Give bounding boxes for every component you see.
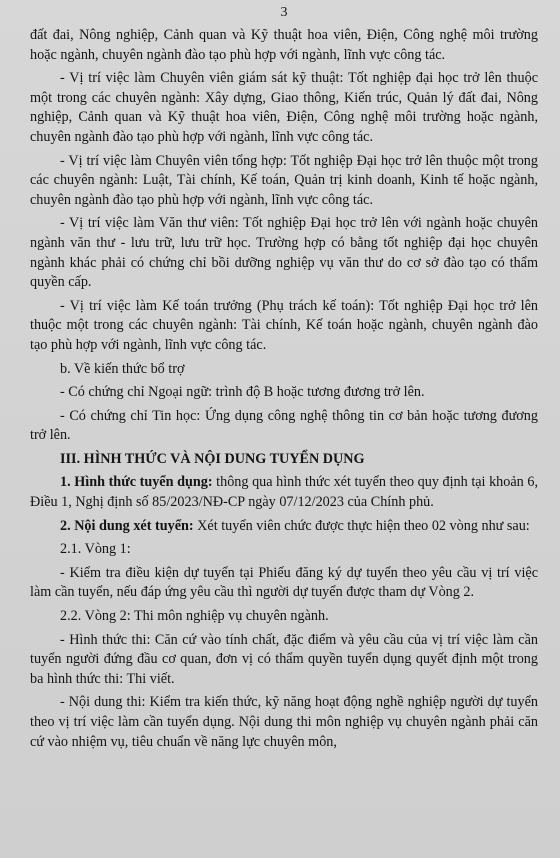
paragraph-text: - Vị trí việc làm Chuyên viên giám sát kỹ thuật: Tốt nghiệp đại học trở lên thuộc một trong các chuyên ngành: Xây dựng, Giao thông, Kiến trúc, Quản lý đất đai, Nông nghiệp, Cảnh quan và Kỹ thuật hoa viên, Điện, Công nghệ môi trường hoặc ngành, chuyên ngành đào tạo phù hợp với ngành, lĩnh vực công tác. [30, 70, 538, 145]
paragraph-it-certificate [30, 407, 538, 446]
paragraph-text: đất đai, Nông nghiệp, Cảnh quan và Kỹ thuật hoa viên, Điện, Công nghệ môi trường hoặc ngành, chuyên ngành đào tạo phù hợp với ngành, lĩnh vực công tác. [30, 27, 538, 63]
paragraph-continuation [30, 26, 538, 65]
paragraph-round-2-title [30, 607, 538, 627]
paragraph-supplementary-knowledge [30, 360, 538, 380]
paragraph-text: Xét tuyển viên chức được thực hiện theo 02 vòng như sau: [193, 517, 530, 534]
paragraph-recruitment-form [30, 473, 538, 512]
paragraph-text: - Vị trí việc làm Kế toán trưởng (Phụ trách kế toán): Tốt nghiệp Đại học trở lên thuộc một trong các chuyên ngành: Tài chính, Kế toán hoặc ngành, chuyên ngành đào tạo phù hợp với ngành, lĩnh vực công tác. [30, 297, 538, 353]
paragraph-text: thông qua hình thức xét tuyển theo quy định tại khoản 6, Điều 1, Nghị định số 85/2023/NĐ-CP ngày 07/12/2023 của Chính phủ. [30, 474, 538, 511]
paragraph-lead: 1. Hình thức tuyển dụng: [60, 474, 213, 491]
paragraph-recruitment-content [30, 517, 538, 537]
paragraph-clerk [30, 214, 538, 292]
paragraph-text: b. Về kiến thức bổ trợ [60, 360, 185, 377]
heading-text: III. HÌNH THỨC VÀ NỘI DUNG TUYỂN DỤNG [60, 450, 365, 467]
paragraph-foreign-language [30, 383, 538, 403]
page-number: 3 [280, 5, 288, 20]
paragraph-text: - Có chứng chỉ Tin học: Ứng dụng công nghệ thông tin cơ bản hoặc tương đương trở lên. [30, 407, 538, 444]
paragraph-exam-content [30, 693, 538, 752]
paragraph-technical-supervisor [30, 69, 538, 147]
paragraph-text: - Vị trí việc làm Văn thư viên: Tốt nghiệp Đại học trở lên với ngành hoặc chuyên ngành văn thư - lưu trữ, lưu trữ học. Trường hợp có bằng tốt nghiệp đại học chuyên ngành khác phải có chứng chỉ bồi dưỡng nghiệp vụ văn thư do cơ sở đào tạo có thẩm quyền cấp. [30, 215, 538, 291]
paragraph-text: - Có chứng chỉ Ngoại ngữ: trình độ B hoặc tương đương trở lên. [60, 384, 425, 401]
paragraph-round-1-title [30, 540, 538, 560]
paragraph-text: - Kiểm tra điều kiện dự tuyển tại Phiếu đăng ký dự tuyển theo yêu cầu vị trí việc làm cần tuyển, nếu đáp ứng yêu cầu thì người dự tuyển được tham dự Vòng 2. [30, 564, 538, 601]
paragraph-text: - Vị trí việc làm Chuyên viên tổng hợp: Tốt nghiệp Đại học trở lên thuộc một trong các chuyên ngành: Luật, Tài chính, Kế toán, Quản trị kinh doanh, Kinh tế hoặc ngành, chuyên ngành đào tạo phù hợp với ngành, lĩnh vực công tác. [30, 152, 538, 208]
paragraph-text: 2.1. Vòng 1: [60, 541, 131, 558]
paragraph-round-1-content [30, 564, 538, 603]
paragraph-text: - Hình thức thi: Căn cứ vào tính chất, đặc điểm và yêu cầu của vị trí việc làm cần tuyển người đứng đầu cơ quan, đơn vị có thẩm quyền tuyển dụng quyết định một trong ba hình thức thi: Thi viết. [30, 631, 538, 687]
paragraph-lead: 2. Nội dung xét tuyển: [60, 517, 194, 534]
paragraph-text: 2.2. Vòng 2: Thi môn nghiệp vụ chuyên ngành. [60, 608, 329, 625]
paragraph-text: - Nội dung thi: Kiểm tra kiến thức, kỹ năng hoạt động nghề nghiệp người dự tuyển theo vị trí việc làm cần tuyển dụng. Nội dung thi môn nghiệp vụ chuyên ngành phải căn cứ vào nhiệm vụ, tiêu chuẩn về năng lực chuyên môn, [30, 694, 538, 750]
paragraph-exam-form [30, 631, 538, 690]
paragraph-general-specialist [30, 152, 538, 211]
section-heading [30, 450, 538, 470]
paragraph-chief-accountant [30, 297, 538, 356]
